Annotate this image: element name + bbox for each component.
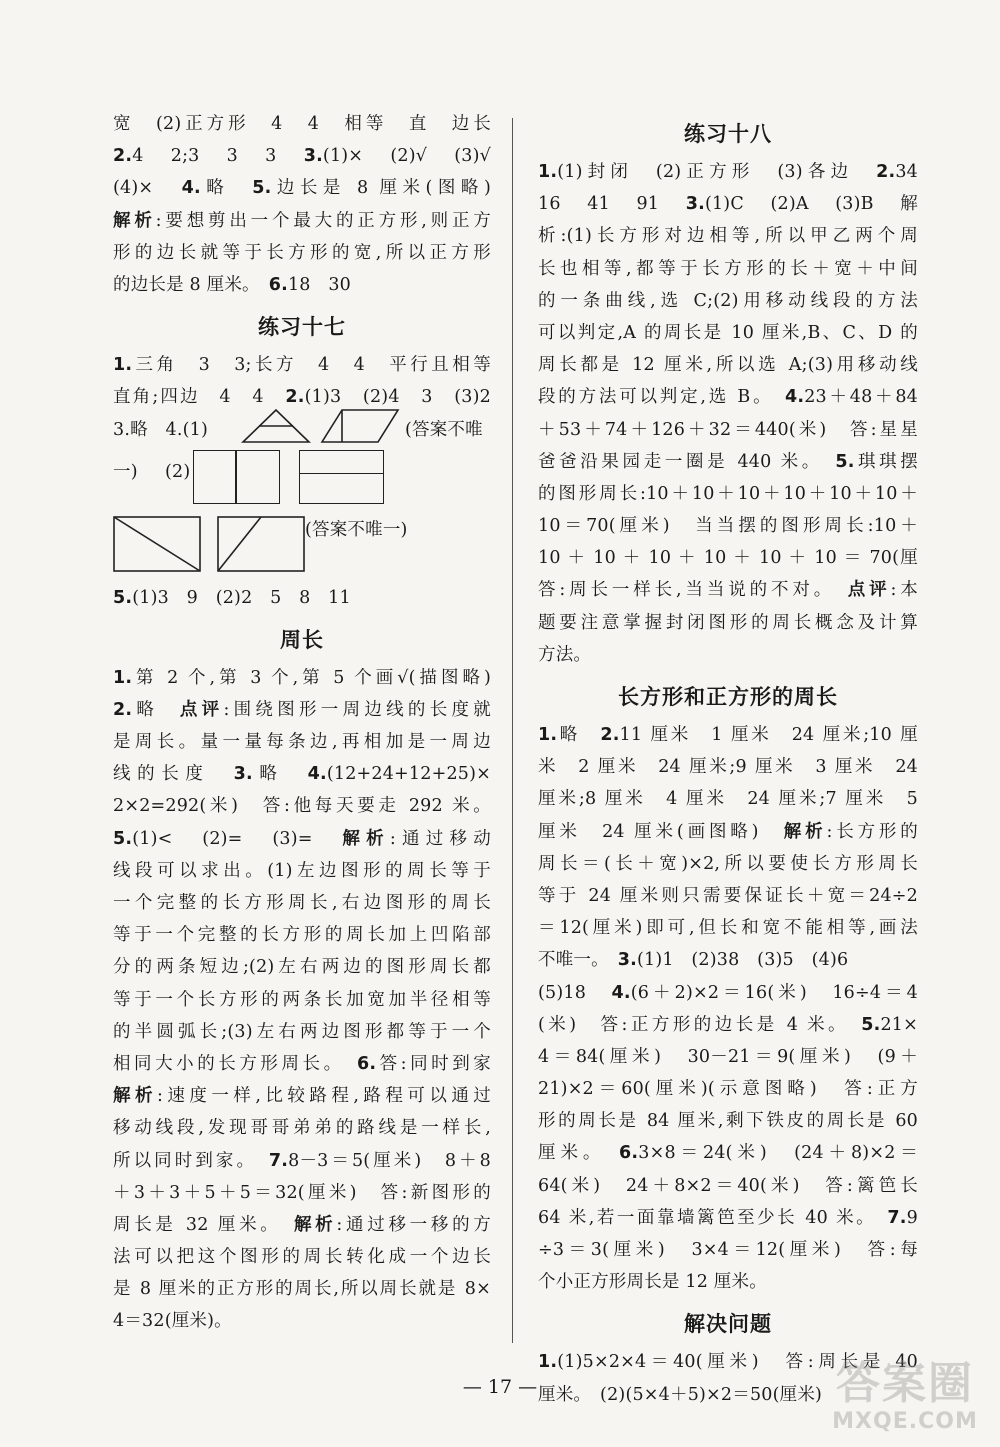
text-line: ÷3＝3(厘米) 3×4＝12(厘米) 答:每 <box>538 1240 918 1260</box>
right-column <box>538 108 918 1411</box>
text-line: 1.略 2.11 厘米 1 厘米 24 厘米;10 厘 <box>538 725 918 745</box>
text-line: ＋53＋74＋126＋32＝440(米) 答:星星 <box>538 419 918 440</box>
text-line: 厘米。 (2)(5×4＋5)×2＝50(厘米) <box>538 1384 823 1405</box>
rectangle-split-vertical <box>193 450 280 504</box>
text-line: 周长是 32 厘米。 解析:通过移一移的方 <box>113 1214 491 1235</box>
watermark-text-top: 答案圈 <box>836 1358 974 1409</box>
text-line: 厘米;8 厘米 4 厘米 24 厘米;7 厘米 5 <box>538 789 918 810</box>
text-line: 厘米 24 厘米(画图略) 解析:长方形的 <box>538 821 918 842</box>
text-line: 解析:要想剪出一个最大的正方形,则正方 <box>113 210 491 231</box>
text-line: 段的方法可以判定,选 B。 4.23＋48＋84 <box>538 387 918 408</box>
text-line: 形的周长是 84 厘米,剩下铁皮的周长是 60 <box>538 1111 918 1132</box>
figure-row-2 <box>113 456 491 518</box>
label-text: (2) <box>165 461 191 482</box>
text-line: 形的边长就等于长方形的宽,所以正方形 <box>113 242 491 263</box>
text-line: 2.略 点评:围绕图形一周边线的长度就 <box>113 699 491 720</box>
text-line: 1.三角 3 3;长方 4 4 平行且相等 <box>113 355 491 376</box>
text-line: 直角;四边 4 4 2.(1)3 (2)4 3 (3)2 <box>113 387 491 408</box>
text-line: 1.(1)5×2×4＝40(厘米) 答:周长是 40 <box>538 1352 918 1373</box>
text-line: (4)× 4.略 5.边长是 8 厘米(图略) <box>113 178 491 199</box>
text-line: 等于 24 厘米则只需要保证长＋宽＝24÷2 <box>538 885 918 906</box>
section-title-perimeter: 周长 <box>280 627 324 652</box>
section-title-problem-solving: 解决问题 <box>684 1312 772 1337</box>
text-line: 是周长。量一量每条边,再相加是一周边 <box>113 732 491 753</box>
rectangle-partial-diagonal-figure <box>217 516 305 572</box>
text-line: 线的长度 3.略 4.(12+24+12+25)× <box>113 764 491 785</box>
text-line: 10＝70(厘米) 当当摆的图形周长:10＋ <box>538 516 918 537</box>
watermark-logo <box>820 1359 990 1439</box>
text-line: 等于一个长方形的两条长加宽加半径相等 <box>113 989 491 1010</box>
page-number: — 17 — <box>462 1376 538 1398</box>
text-line: 线段可以求出。(1)左边图形的周长等于 <box>113 860 491 881</box>
text-line: 分的两条短边;(2)左右两边的图形周长都 <box>113 957 491 978</box>
text-line: 5.(1)< (2)= (3)= 解析:通过移动 <box>113 828 491 849</box>
note-text: 一) <box>113 461 138 482</box>
rectangle-diagonal-figure <box>113 516 201 572</box>
watermark-text-bottom: MXQE.COM <box>832 1409 978 1434</box>
text-line: 方法。 <box>538 644 592 665</box>
note-text: (答案不唯 <box>405 419 483 440</box>
text-line: 的一条曲线,选 C;(2)用移动线段的方法 <box>538 290 918 311</box>
text-line: 1.第 2 个,第 3 个,第 5 个画√(描图略) <box>113 667 491 688</box>
text-line: 3.略 4.(1) <box>113 419 208 440</box>
text-line: 厘米。 6.3×8＝24(米) (24＋8)×2＝ <box>538 1143 918 1164</box>
text-line: (5)18 4.(6＋2)×2＝16(米) 16÷4＝4 <box>538 982 918 1003</box>
text-line: 一个完整的长方形周长,右边图形的周长 <box>113 893 491 913</box>
text-line: 爸爸沿果园走一圈是 440 米。 5.琪琪摆 <box>538 451 918 472</box>
text-line: 所以同时到家。 7.8－3＝5(厘米) 8＋8 <box>113 1150 491 1171</box>
text-line: 可以判定,A 的周长是 10 厘米,B、C、D 的 <box>538 322 918 343</box>
rectangle-split-horizontal <box>299 450 384 504</box>
text-line: ＋3＋3＋5＋5＝32(厘米) 答:新图形的 <box>113 1182 491 1203</box>
note-text: (答案不唯一) <box>305 519 408 540</box>
text-line: 析:(1)长方形对边相等,所以甲乙两个周 <box>538 226 918 247</box>
text-line: 10 ＋ 10 ＋ 10 ＋ 10 ＋ 10 ＋ 10 ＝ 70(厘 <box>538 548 918 569</box>
text-line: 21)×2＝60(厘米)(示意图略) 答:正方 <box>538 1079 918 1100</box>
text-line: 相同大小的长方形周长。 6.答:同时到家 <box>113 1053 491 1074</box>
text-line: 16 41 91 3.(1)C (2)A (3)B 解 <box>538 194 918 215</box>
text-line: 个小正方形周长是 12 厘米。 <box>538 1272 767 1293</box>
left-column <box>113 108 491 1338</box>
text-line: 解析:速度一样,比较路程,路程可以通过 <box>113 1086 491 1107</box>
text-line: 的边长是 8 厘米。 6.18 30 <box>113 274 351 295</box>
text-line: 的半圆弧长;(3)左右两边图形都等于一个 <box>113 1021 491 1042</box>
text-line: 1.(1)封闭 (2)正方形 (3)各边 2.34 <box>538 162 918 182</box>
parallelogram-figure <box>320 408 400 444</box>
text-line: 2×2=292(米) 答:他每天要走 292 米。 <box>113 796 491 817</box>
text-line: 的图形周长:10＋10＋10＋10＋10＋10＋ <box>538 483 918 504</box>
text-line: 4＝32(厘米)。 <box>113 1311 232 1332</box>
section-title-practice-18: 练习十八 <box>684 122 772 146</box>
section-title-rect-square-perimeter: 长方形和正方形的周长 <box>618 685 838 709</box>
text-line: 答:周长一样长,当当说的不对。 点评:本 <box>538 580 918 601</box>
text-line: 移动线段,发现哥哥弟弟的路线是一样长, <box>113 1118 491 1139</box>
text-line: 5.(1)3 9 (2)2 5 8 11 <box>113 587 351 608</box>
text-line: 周长都是 12 厘米,所以选 A;(3)用移动线 <box>538 355 918 376</box>
text-line: 4＝84(厘米) 30－21＝9(厘米) (9＋ <box>538 1046 918 1067</box>
text-line: 64(米) 24＋8×2＝40(米) 答:篱笆长 <box>538 1175 918 1196</box>
text-line: 64 米,若一面靠墙篱笆至少长 40 米。 7.9 <box>538 1207 918 1228</box>
text-line: 等于一个完整的长方形的周长加上凹陷部 <box>113 925 491 946</box>
text-line: (米) 答:正方形的边长是 4 米。 5.21× <box>538 1014 918 1035</box>
text-line: 米 2 厘米 24 厘米;9 厘米 3 厘米 24 <box>538 757 918 778</box>
text-line: 是 8 厘米的正方形的周长,所以周长就是 8× <box>113 1279 491 1300</box>
text-line: ＝12(厘米)即可,但长和宽不能相等,画法 <box>538 918 918 939</box>
text-line: 周长＝(长＋宽)×2,所以要使长方形周长 <box>538 853 918 874</box>
section-title-practice-17: 练习十七 <box>258 315 346 340</box>
triangle-figure <box>241 408 311 444</box>
text-line: 法可以把这个图形的周长转化成一个边长 <box>113 1247 491 1268</box>
figure-row-3 <box>113 518 491 582</box>
text-line: 不唯一。 3.(1)1 (2)38 (3)5 (4)6 <box>538 950 849 971</box>
column-divider <box>512 118 513 1343</box>
text-line: 题要注意掌握封闭图形的周长概念及计算 <box>538 612 918 633</box>
text-line: 2.4 2;3 3 3 3.(1)× (2)√ (3)√ <box>113 146 491 167</box>
text-line: 长也相等,都等于长方形的长＋宽＋中间 <box>538 258 918 279</box>
text-line: 宽 (2)正方形 4 4 相等 直 边长 <box>113 114 491 134</box>
